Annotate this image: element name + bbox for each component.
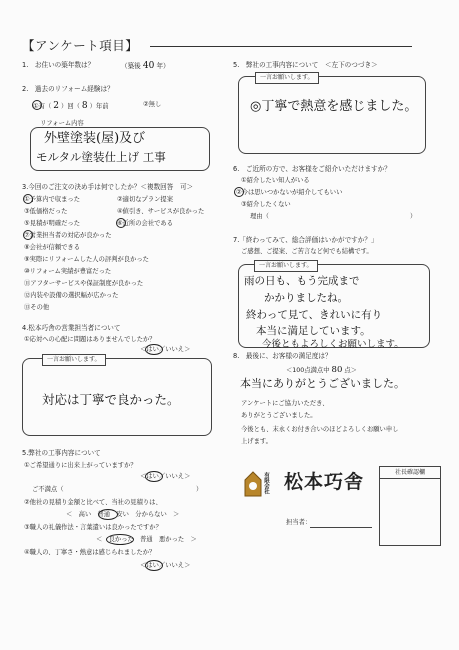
q5-sub1: ①ご希望通りに出来上がっていますか？	[24, 462, 137, 469]
q2-answer	[33, 101, 109, 112]
q5-sub1-no: いいえ	[165, 473, 185, 480]
q2-label: 2. 過去のリフォーム経験は？	[22, 85, 114, 93]
closing-line3: 今後とも、末永くお付き合いのほどよろしくお願い申し	[241, 426, 399, 433]
staff-underline	[310, 527, 372, 528]
closing-line4: 上げます。	[241, 438, 272, 445]
q2-content-line1: 外壁塗装(屋)及び	[44, 131, 146, 146]
q5-sub3-mark	[106, 534, 134, 545]
q2-content-line2: モルタル塗装仕上げ 工事	[36, 150, 166, 164]
q7-line1: 雨の日も、もう完成まで	[244, 275, 360, 287]
q4-comment-label: 一言お願いします。	[42, 354, 106, 366]
q8-scale: ＜100点満点中	[286, 367, 330, 374]
q3-opt2: ②適切なプラン提案	[117, 196, 174, 203]
q5-sub3-opts: ＜ 良かった 普通 悪かった ＞	[96, 536, 197, 543]
q3-label: 3.今回のご注文の決め手は何でしたか？＜複数回答 可＞	[22, 183, 194, 191]
q2-years: 8	[81, 101, 88, 111]
closing-line1: アンケートにご協力いただき、	[241, 400, 329, 407]
q7-line4: 本当に満足しています。	[256, 325, 371, 337]
q4-label: 4.松本巧舎の営業担当者について	[22, 324, 121, 332]
q2-years-suffix: ）年前	[89, 103, 109, 110]
q3-opt3: ③低価格だった	[24, 208, 68, 215]
q5r-comment-label: 一言お願いします。	[255, 72, 319, 84]
q7-label: 7.「終わってみて、総合評価はいかがですか？」	[233, 236, 378, 244]
q7-sub: ご感想、ご提案、ご苦言など何でも結構です。	[241, 248, 373, 255]
q3-opt11: ⑪アフターサービスや保証制度が良かった	[24, 280, 144, 287]
q2-yes: ①有（	[33, 103, 52, 110]
q5-sub4-no: いいえ	[165, 562, 185, 569]
q3-opt13: ⑬その他	[24, 304, 50, 311]
q7-comment-label: 一言お願いします。	[254, 260, 318, 272]
q7-line3: 終わって見て、きれいに有り	[246, 309, 383, 321]
q5-sub1-yes-no: ＜はい／いいえ＞	[140, 473, 191, 480]
q3-opt6: ⑥近所の会社である	[117, 220, 174, 227]
q4-yes-circle	[145, 344, 163, 355]
q8-scale-line	[286, 365, 357, 376]
q3-opt4: ④値引き、サービスが良かった	[117, 208, 205, 215]
q5-sub1-yes: はい	[146, 473, 159, 480]
q3-opt1: ①予算内で収まった	[24, 196, 81, 203]
q7-line5: 今後ともよろしくお願いします。	[262, 339, 404, 350]
company-name: 松本巧舎	[284, 471, 365, 493]
q1-answer	[121, 61, 170, 72]
q5-label: 5.弊社の工事内容について	[22, 449, 101, 457]
q1-value: 40	[142, 61, 155, 71]
q4-sub: ①応対への心配に問題はありませんでしたか？	[24, 336, 156, 343]
q5-sub2: ②他社の見積り金額と比べて、当社の見積りは、	[24, 499, 162, 506]
president-stamp-box	[379, 466, 441, 546]
q2-count-suffix: ）回（	[61, 103, 80, 110]
q8-score: 80	[331, 365, 343, 375]
q6-label: 6. ご近所の方で、お客様をご紹介いただけますか？	[233, 165, 391, 173]
q4-yes-no: ＜はい／いいえ＞	[140, 346, 191, 353]
q1-suffix: 年）	[156, 62, 170, 70]
company-type-label: 有限会社	[263, 472, 270, 494]
q6-reason-close: ）	[410, 213, 417, 220]
q5-sub4-yes-no: ＜はい／いいえ＞	[140, 562, 191, 569]
q3-opt8: ⑧会社が信頼できる	[24, 244, 81, 251]
title-rule	[150, 46, 412, 47]
q5-sub4-yes: はい	[146, 562, 159, 569]
q1-prefix: （築後	[121, 62, 141, 70]
q6-opt2: ②今は思いつかないが紹介してもいい	[236, 189, 343, 196]
company-logo-icon	[244, 471, 262, 497]
q2-count: 2	[53, 101, 59, 111]
q5-sub4-yes-circle	[145, 560, 163, 571]
q8-comment: 本当にありがとうございました。	[240, 377, 405, 390]
q7-line2: かかりましたね。	[264, 292, 348, 304]
stamp-label: 社長確認欄	[380, 467, 440, 479]
q4-comment: 対応は丁寧で良かった。	[42, 392, 180, 407]
q4-no: いいえ	[165, 346, 185, 353]
closing-line2: ありがとうございました。	[241, 412, 317, 419]
q2-content-label: リフォーム内容	[40, 120, 84, 127]
q5-fuman-close: ）	[196, 486, 203, 493]
q5-sub4: ④職人の、丁寧さ・熱意は感じられましたか？	[24, 549, 156, 556]
q5-sub1-yes-circle	[145, 471, 163, 482]
q1-label: 1. お住いの築年数は？	[22, 61, 95, 69]
q6-reason: 理由（	[250, 213, 269, 220]
q3-opt12: ⑫内装や設備の選択幅が広かった	[24, 292, 119, 299]
q3-opt5: ⑤見積が明確だった	[24, 220, 81, 227]
q5r-label: 5. 弊社の工事内容について ＜左下のつづき＞	[233, 61, 378, 69]
q5-sub2-opts: ＜ 高い 普通 安い 分からない ＞	[66, 511, 180, 518]
staff-label: 担当者：	[286, 519, 312, 526]
q3-opt9: ⑨実際にリフォームした人の評判が良かった	[24, 256, 149, 263]
q5-sub2-mark	[98, 509, 118, 520]
q5-sub3: ③職人の礼儀作法・言葉遣いは良かったですか？	[24, 524, 162, 531]
q3-opt10: ⑩リフォーム実績が豊富だった	[24, 268, 112, 275]
page-title: 【アンケート項目】	[22, 38, 139, 53]
q6-opt1: ①紹介したい知人がいる	[241, 177, 310, 184]
q5r-comment: ◎丁寧で熱意を感じました。	[250, 99, 418, 114]
q5-fuman: ご不満点（	[32, 486, 64, 493]
q6-opt3: ③紹介したくない	[241, 201, 291, 208]
q2-no: ②無し	[143, 101, 162, 108]
q8-score-suffix: 点＞	[344, 367, 357, 374]
q3-opt7: ⑦営業担当者の対応が良かった	[24, 232, 112, 239]
q4-yes: はい	[146, 346, 159, 353]
q8-label: 8. 最後に、お客様の満足度は？	[233, 352, 332, 360]
